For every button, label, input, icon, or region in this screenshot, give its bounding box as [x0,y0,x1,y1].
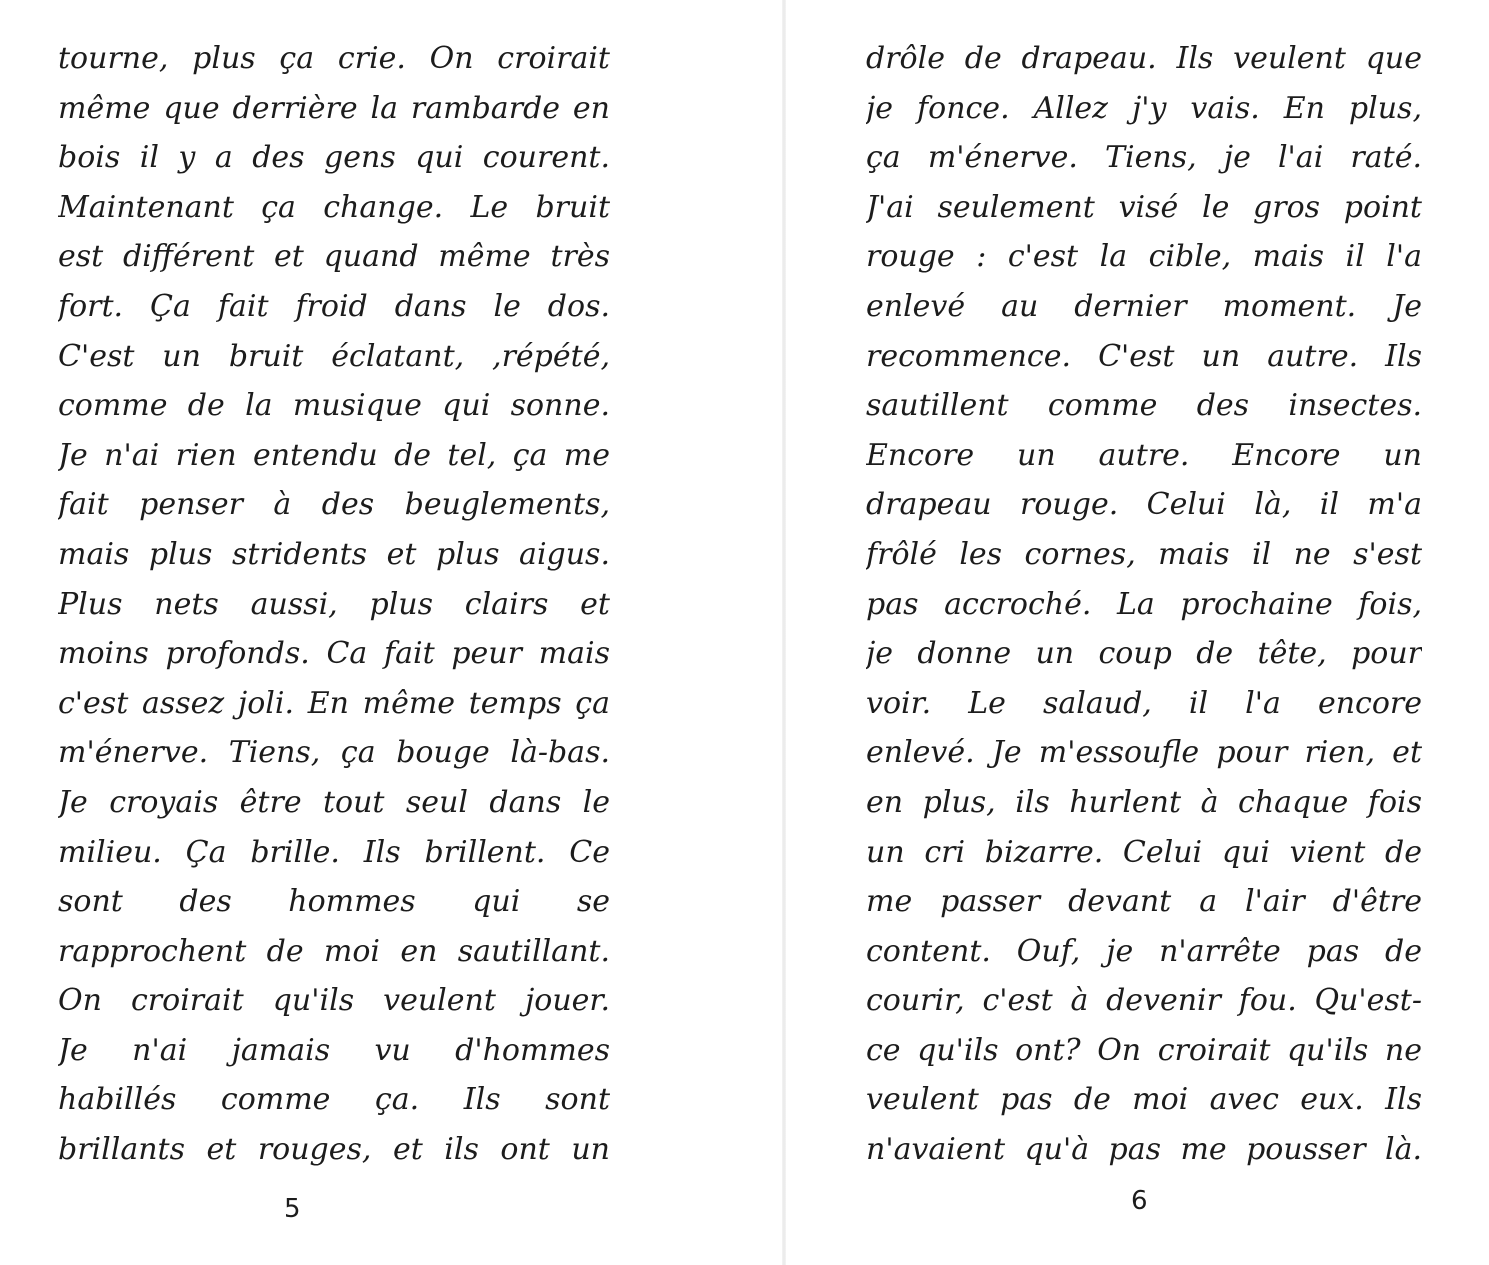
text-line: je donne un coup de tête, pour [866,636,1422,672]
text-line: moins profonds. Ca fait peur mais [58,636,610,672]
right-page-text [866,34,1422,1175]
text-line: Je n'ai rien entendu de tel, ça me [58,437,610,473]
text-line: en plus, ils hurlent à chaque fois [866,784,1422,820]
text-line: ça m'énerve. Tiens, je l'ai raté. [866,140,1422,176]
text-line: bois il y a des gens qui courent. [58,140,610,176]
text-line: J'ai seulement visé le gros point [866,189,1422,225]
text-line: enlevé au dernier moment. Je [866,288,1422,324]
text-line: me passer devant a l'air d'être [866,884,1422,920]
text-line: C'est un bruit éclatant, ,répété, [58,338,610,374]
text-line: c'est assez joli. En même temps ça [58,685,610,721]
text-line: rapprochent de moi en sautillant. [58,933,610,969]
text-line: n'avaient qu'à pas me pousser là. [866,1132,1422,1168]
text-line: ce qu'ils ont? On croirait qu'ils ne [866,1032,1422,1068]
page-number: 5 [284,1194,301,1224]
text-line: je fonce. Allez j'y vais. En plus, [866,90,1422,126]
text-line: fort. Ça fait froid dans le dos. [58,288,610,324]
text-line: tourne, plus ça crie. On croirait [58,41,610,76]
text-line: enlevé. Je m'essoufle pour rien, et [866,735,1422,771]
text-line: fait penser à des beuglements, [58,487,610,523]
text-line: voir. Le salaud, il l'a encore [866,685,1422,721]
text-line: sont des hommes qui se [58,884,610,920]
text-line: mais plus stridents et plus aigus. [58,536,610,572]
text-line: Je croyais être tout seul dans le [58,784,610,820]
text-line: milieu. Ça brille. Ils brillent. Ce [58,834,610,870]
text-line: même que derrière la rambarde en [58,90,610,126]
text-line: veulent pas de moi avec eux. Ils [866,1082,1422,1118]
right-page [786,0,1489,1265]
text-line: Je n'ai jamais vu d'hommes [58,1032,610,1068]
text-line: habillés comme ça. Ils sont [58,1082,610,1118]
text-line: sautillent comme des insectes. [866,388,1422,424]
text-line: frôlé les cornes, mais il ne s'est [866,536,1422,572]
text-line: m'énerve. Tiens, ça bouge là-bas. [58,735,610,771]
text-line: drôle de drapeau. Ils veulent que [866,41,1422,76]
text-line: On croirait qu'ils veulent jouer. [58,983,610,1019]
text-line: drapeau rouge. Celui là, il m'a [866,487,1422,523]
text-line: recommence. C'est un autre. Ils [866,338,1422,374]
text-line: comme de la musique qui sonne. [58,388,610,424]
left-page-text [58,34,610,1175]
text-line: Plus nets aussi, plus clairs et [58,586,610,622]
text-line: pas accroché. La prochaine fois, [866,586,1422,622]
text-line: Encore un autre. Encore un [866,437,1422,473]
text-line: courir, c'est à devenir fou. Qu'est- [866,983,1422,1019]
page-number: 6 [1131,1186,1148,1216]
text-line: Maintenant ça change. Le bruit [58,189,610,225]
text-line: content. Ouf, je n'arrête pas de [866,933,1422,969]
text-line: rouge : c'est la cible, mais il l'a [866,239,1422,275]
text-line: brillants et rouges, et ils ont un [58,1132,610,1168]
text-line: un cri bizarre. Celui qui vient de [866,834,1422,870]
text-line: est différent et quand même très [58,239,610,275]
